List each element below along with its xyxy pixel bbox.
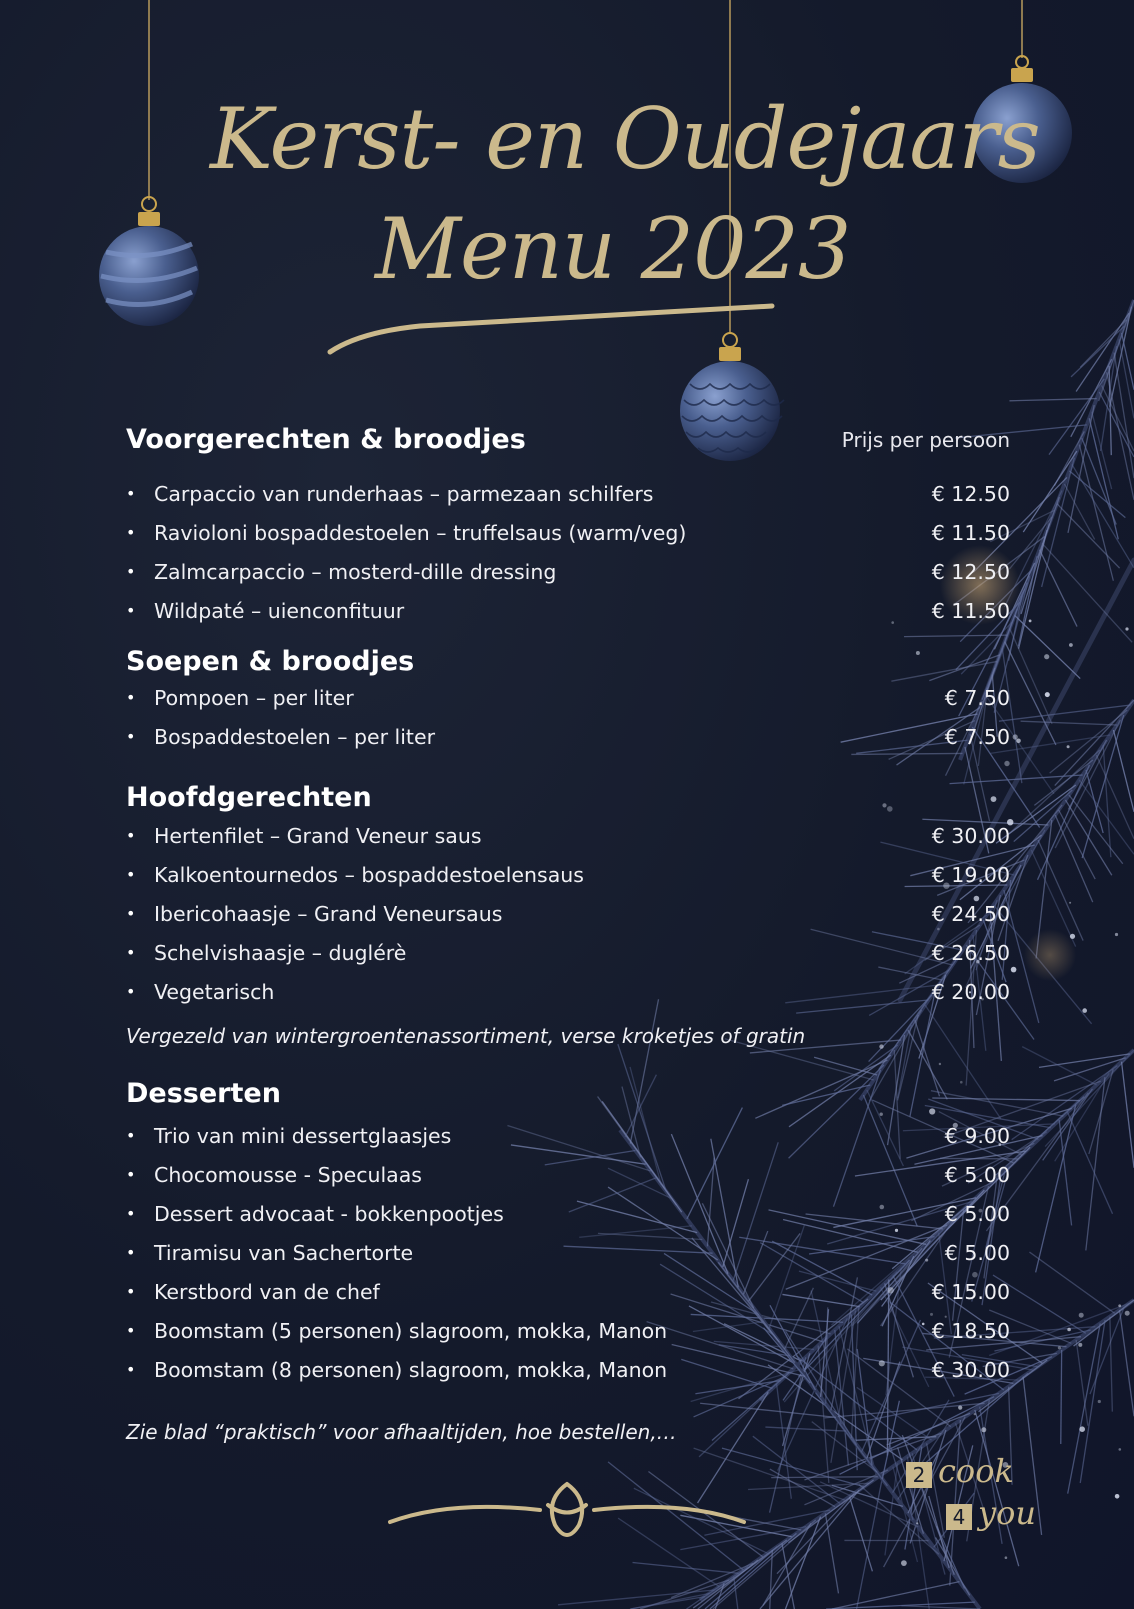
list-item bbox=[126, 980, 1010, 1010]
logo-word: you bbox=[978, 1494, 1036, 1532]
item-name: Chocomousse - Speculaas bbox=[154, 1163, 422, 1187]
section-note: Vergezeld van wintergroentenassortiment, verse kroketjes of gratin bbox=[126, 1024, 806, 1048]
item-price: € 19.00 bbox=[931, 863, 1010, 887]
list-item bbox=[126, 863, 1010, 893]
bullet: • bbox=[126, 982, 136, 1001]
item-name: Vegetarisch bbox=[154, 980, 275, 1004]
list-item bbox=[126, 941, 1010, 971]
item-name: Wildpaté – uienconfituur bbox=[154, 599, 405, 623]
section-title: Desserten bbox=[126, 1078, 281, 1109]
bullet: • bbox=[126, 523, 136, 542]
brand-logo bbox=[906, 1452, 1046, 1546]
list-item bbox=[126, 1124, 1010, 1154]
list-item bbox=[126, 482, 1010, 512]
item-price: € 7.50 bbox=[944, 686, 1010, 710]
item-price: € 24.50 bbox=[931, 902, 1010, 926]
item-name: Bospaddestoelen – per liter bbox=[154, 725, 435, 749]
list-item bbox=[126, 725, 1010, 755]
bullet: • bbox=[126, 943, 136, 962]
bullet: • bbox=[126, 904, 136, 923]
bullet: • bbox=[126, 865, 136, 884]
bullet: • bbox=[126, 1321, 136, 1340]
item-price: € 30.00 bbox=[931, 824, 1010, 848]
item-name: Dessert advocaat - bokkenpootjes bbox=[154, 1202, 504, 1226]
item-name: Boomstam (5 personen) slagroom, mokka, Manon bbox=[154, 1319, 668, 1343]
item-price: € 11.50 bbox=[931, 599, 1010, 623]
item-price: € 20.00 bbox=[931, 980, 1010, 1004]
bullet: • bbox=[126, 601, 136, 620]
bullet: • bbox=[126, 1243, 136, 1262]
item-name: Zalmcarpaccio – mosterd-dille dressing bbox=[154, 560, 557, 584]
item-name: Ibericohaasje – Grand Veneursaus bbox=[154, 902, 503, 926]
item-name: Hertenfilet – Grand Veneur saus bbox=[154, 824, 482, 848]
title-line-1: Kerst- en Oudejaars bbox=[210, 90, 1040, 188]
item-name: Kalkoentournedos – bospaddestoelensaus bbox=[154, 863, 584, 887]
item-name: Trio van mini dessertglaasjes bbox=[154, 1124, 452, 1148]
item-price: € 9.00 bbox=[944, 1124, 1010, 1148]
list-item bbox=[126, 521, 1010, 551]
list-item bbox=[126, 1202, 1010, 1232]
section-title: Voorgerechten & broodjes bbox=[126, 424, 526, 455]
list-item bbox=[126, 560, 1010, 590]
item-price: € 15.00 bbox=[931, 1280, 1010, 1304]
bullet: • bbox=[126, 1282, 136, 1301]
item-price: € 18.50 bbox=[931, 1319, 1010, 1343]
list-item bbox=[126, 1358, 1010, 1388]
bullet: • bbox=[126, 1165, 136, 1184]
price-column-header: Prijs per persoon bbox=[841, 428, 1010, 452]
bullet: • bbox=[126, 1204, 136, 1223]
list-item bbox=[126, 824, 1010, 854]
logo-word: cook bbox=[938, 1452, 1014, 1490]
item-name: Boomstam (8 personen) slagroom, mokka, Manon bbox=[154, 1358, 668, 1382]
footer-note: Zie blad “praktisch” voor afhaaltijden, hoe bestellen,… bbox=[126, 1420, 677, 1444]
bullet: • bbox=[126, 688, 136, 707]
bullet: • bbox=[126, 1126, 136, 1145]
list-item bbox=[126, 1163, 1010, 1193]
item-price: € 5.00 bbox=[944, 1202, 1010, 1226]
item-price: € 5.00 bbox=[944, 1163, 1010, 1187]
item-name: Carpaccio van runderhaas – parmezaan schilfers bbox=[154, 482, 654, 506]
title-line-2: Menu 2023 bbox=[375, 200, 851, 298]
section-title: Soepen & broodjes bbox=[126, 646, 415, 677]
section-title: Hoofdgerechten bbox=[126, 782, 372, 813]
logo-number-box: 4 bbox=[946, 1504, 972, 1530]
item-price: € 12.50 bbox=[931, 560, 1010, 584]
list-item bbox=[126, 902, 1010, 932]
christmas-ornament-icon bbox=[99, 197, 199, 326]
bullet: • bbox=[126, 826, 136, 845]
list-item bbox=[126, 1241, 1010, 1271]
list-item bbox=[126, 686, 1010, 716]
item-price: € 11.50 bbox=[931, 521, 1010, 545]
bullet: • bbox=[126, 562, 136, 581]
item-name: Ravioloni bospaddestoelen – truffelsaus (warm/veg) bbox=[154, 521, 687, 545]
item-price: € 12.50 bbox=[931, 482, 1010, 506]
item-price: € 30.00 bbox=[931, 1358, 1010, 1382]
item-price: € 7.50 bbox=[944, 725, 1010, 749]
item-name: Schelvishaasje – duglérè bbox=[154, 941, 407, 965]
item-name: Tiramisu van Sachertorte bbox=[154, 1241, 414, 1265]
list-item bbox=[126, 599, 1010, 629]
menu-title bbox=[200, 60, 1040, 380]
bullet: • bbox=[126, 727, 136, 746]
bullet: • bbox=[126, 1360, 136, 1379]
list-item bbox=[126, 1280, 1010, 1310]
item-name: Kerstbord van de chef bbox=[154, 1280, 380, 1304]
item-name: Pompoen – per liter bbox=[154, 686, 354, 710]
item-price: € 26.50 bbox=[931, 941, 1010, 965]
list-item bbox=[126, 1319, 1010, 1349]
bullet: • bbox=[126, 484, 136, 503]
logo-number-box: 2 bbox=[906, 1462, 932, 1488]
item-price: € 5.00 bbox=[944, 1241, 1010, 1265]
